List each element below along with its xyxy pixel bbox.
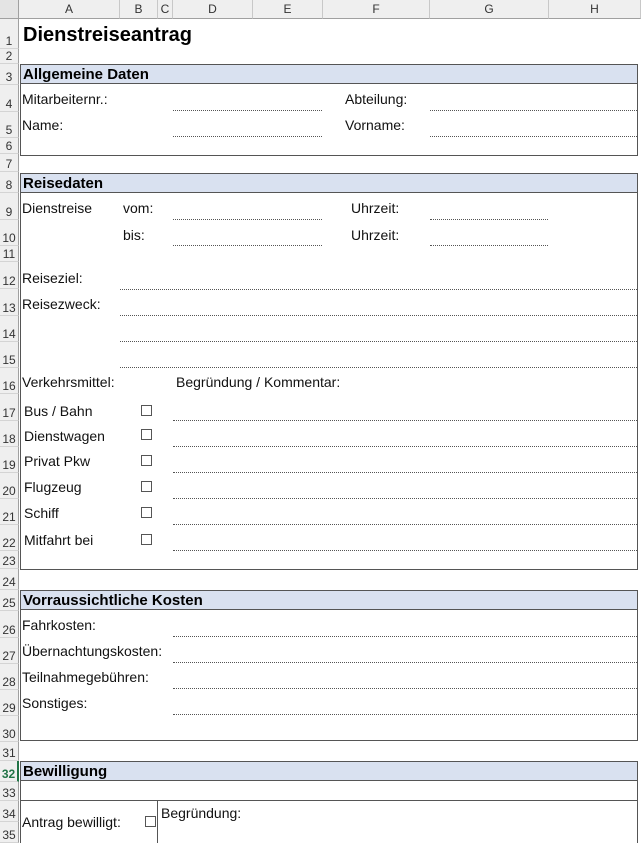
option-label-bus-bahn: Bus / Bahn [24,403,93,419]
label-uhrzeit-von: Uhrzeit: [351,200,400,216]
label-uebernachtungskosten: Übernachtungskosten: [22,643,163,659]
row-header[interactable]: 11 [0,246,19,262]
label-uhrzeit-bis: Uhrzeit: [351,227,400,243]
row-header[interactable]: 33 [0,782,19,801]
section-header-bewilligung [20,761,638,781]
label-vorname: Vorname: [345,117,405,133]
column-header-h[interactable]: H [549,0,641,19]
label-abteilung: Abteilung: [345,91,408,107]
divider [157,800,158,843]
section-spacer-bewilligung [20,781,638,801]
label-sonstiges: Sonstiges: [22,695,88,711]
field-kommentar-line6[interactable] [173,550,637,551]
field-mitarbeiternr[interactable] [173,110,322,111]
row-header[interactable]: 2 [0,49,19,64]
checkbox-flugzeug[interactable] [141,481,152,492]
label-bis: bis: [123,227,145,243]
label-fahrkosten: Fahrkosten: [22,617,96,633]
column-header-b[interactable]: B [120,0,158,19]
label-begruendung: Begründung: [161,805,242,821]
section-title: Bewilligung [23,763,108,780]
field-name[interactable] [173,136,322,137]
field-kommentar-line1[interactable] [173,420,637,421]
field-reisezweck-line1[interactable] [120,315,637,316]
row-header[interactable]: 21 [0,499,19,525]
label-mitarbeiternr: Mitarbeiternr.: [22,91,108,107]
field-uhrzeit-von[interactable] [430,219,548,220]
option-label-dienstwagen: Dienstwagen [24,428,105,444]
column-header-g[interactable]: G [430,0,549,19]
option-label-flugzeug: Flugzeug [24,479,82,495]
row-header[interactable]: 31 [0,742,19,761]
checkbox-privat-pkw[interactable] [141,455,152,466]
field-reisezweck-line2[interactable] [120,341,637,342]
field-teilnahmegebuehren[interactable] [173,688,637,689]
row-header[interactable]: 17 [0,394,19,421]
label-name: Name: [22,117,64,133]
row-header[interactable]: 14 [0,316,19,342]
section-title: Allgemeine Daten [23,66,149,83]
row-header[interactable]: 10 [0,220,19,246]
checkbox-schiff[interactable] [141,507,152,518]
field-sonstiges[interactable] [173,714,637,715]
row-header[interactable]: 12 [0,262,19,289]
label-reisezweck: Reisezweck: [22,296,101,312]
field-kommentar-line4[interactable] [173,498,637,499]
checkbox-bus-bahn[interactable] [141,405,152,416]
row-header[interactable]: 15 [0,342,19,368]
column-header-a[interactable]: A [19,0,120,19]
row-header[interactable]: 22 [0,525,19,551]
row-header[interactable]: 26 [0,611,19,638]
row-header[interactable]: 28 [0,664,19,690]
row-header[interactable]: 1 [0,19,19,49]
field-uhrzeit-bis[interactable] [430,245,548,246]
field-kommentar-line3[interactable] [173,472,637,473]
row-header[interactable]: 16 [0,368,19,394]
section-title: Vorraussichtliche Kosten [23,592,203,609]
row-header[interactable]: 24 [0,569,19,590]
field-vorname[interactable] [430,136,637,137]
column-header-f[interactable]: F [323,0,430,19]
row-header[interactable]: 9 [0,193,19,220]
section-title: Reisedaten [23,175,104,192]
field-bis[interactable] [173,245,322,246]
checkbox-antrag-bewilligt[interactable] [145,816,156,827]
field-kommentar-line2[interactable] [173,446,637,447]
section-header-reisedaten [20,173,638,193]
row-header[interactable]: 8 [0,172,19,193]
label-dienstreise: Dienstreise [22,200,93,216]
row-header[interactable]: 3 [0,64,19,85]
field-reiseziel[interactable] [120,289,637,290]
field-uebernachtungskosten[interactable] [173,662,637,663]
row-header[interactable]: 30 [0,716,19,742]
row-header[interactable]: 27 [0,638,19,664]
label-teilnahmegebuehren: Teilnahmegebühren: [22,669,149,685]
row-header[interactable]: 34 [0,801,19,822]
option-label-schiff: Schiff [24,505,59,521]
field-kommentar-line5[interactable] [173,524,637,525]
label-vom: vom: [123,200,154,216]
row-header[interactable]: 7 [0,154,19,172]
row-header[interactable]: 6 [0,138,19,154]
page-title: Dienstreiseantrag [23,24,192,46]
field-reisezweck-line3[interactable] [120,367,637,368]
row-header-active[interactable]: 32 [0,761,19,782]
row-header[interactable]: 20 [0,473,19,499]
row-header[interactable]: 13 [0,289,19,316]
column-header-c[interactable]: C [158,0,173,19]
row-header[interactable]: 5 [0,112,19,138]
field-fahrkosten[interactable] [173,636,637,637]
field-vom[interactable] [173,219,322,220]
checkbox-dienstwagen[interactable] [141,429,152,440]
section-box-allgemeine-daten [20,84,638,156]
label-reiseziel: Reiseziel: [22,270,83,286]
column-header-d[interactable]: D [173,0,253,19]
row-header[interactable]: 19 [0,447,19,473]
checkbox-mitfahrt-bei[interactable] [141,534,152,545]
option-label-mitfahrt-bei: Mitfahrt bei [24,532,94,548]
field-abteilung[interactable] [430,110,637,111]
option-label-privat-pkw: Privat Pkw [24,453,91,469]
select-all-corner[interactable] [0,0,19,19]
row-header[interactable]: 35 [0,822,19,843]
label-begruendung-kommentar: Begründung / Kommentar: [176,374,341,390]
row-header[interactable]: 25 [0,590,19,611]
row-header[interactable]: 4 [0,85,19,112]
row-header[interactable]: 29 [0,690,19,716]
label-antrag-bewilligt: Antrag bewilligt: [22,814,121,830]
column-header-e[interactable]: E [253,0,323,19]
row-header[interactable]: 18 [0,421,19,447]
label-verkehrsmittel: Verkehrsmittel: [22,374,115,390]
row-header[interactable]: 23 [0,551,19,569]
